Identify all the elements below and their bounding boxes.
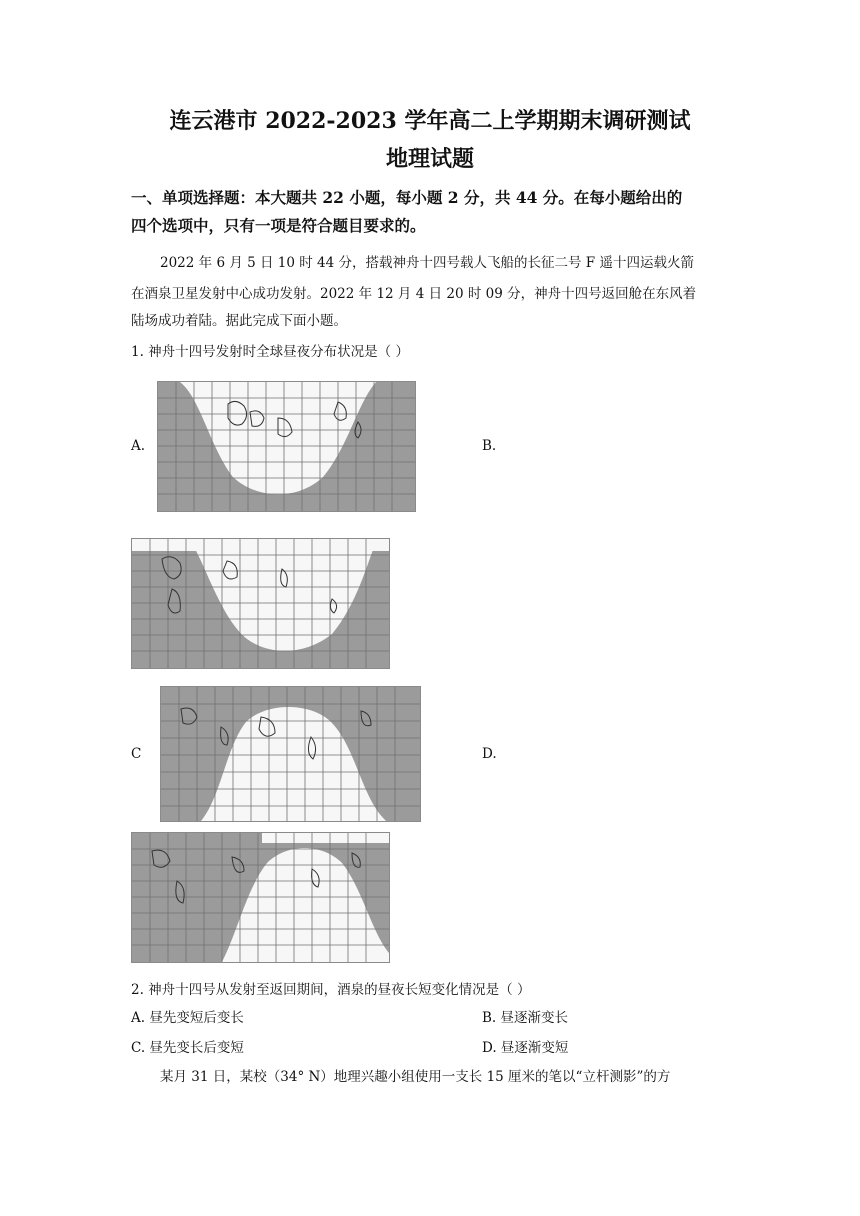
question-2-option-d: D. 昼逐渐变短 xyxy=(482,1040,569,1056)
question-1-stem: 1. 神舟十四号发射时全球昼夜分布状况是（ ） xyxy=(131,344,409,360)
section-heading-line2: 四个选项中，只有一项是符合题目要求的。 xyxy=(131,216,426,235)
map-option-c xyxy=(160,686,421,822)
option-d-label: D. xyxy=(482,746,497,762)
map-option-a xyxy=(157,381,416,512)
question-2-option-c: C. 昼先变长后变短 xyxy=(131,1040,244,1056)
section-heading-line1: 一、单项选择题：本大题共 22 小题，每小题 2 分，共 44 分。在每小题给出的 xyxy=(131,188,683,207)
passage-2-line1: 某月 31 日，某校（34° N）地理兴趣小组使用一支长 15 厘米的笔以“立杆测影”的方 xyxy=(160,1069,671,1085)
passage-line2: 在酒泉卫星发射中心成功发射。2022 年 12 月 4 日 20 时 09 分，神舟十四号返回舱在东风着 xyxy=(131,286,697,302)
map-option-b xyxy=(131,538,390,669)
passage-line1: 2022 年 6 月 5 日 10 时 44 分，搭载神舟十四号载人飞船的长征二号 F 遥十四运载火箭 xyxy=(160,255,694,271)
question-2-option-b: B. 昼逐渐变长 xyxy=(482,1010,569,1026)
option-c-label: C xyxy=(131,746,142,762)
option-a-label: A. xyxy=(131,438,146,454)
question-2-option-a: A. 昼先变短后变长 xyxy=(131,1010,244,1026)
map-option-d xyxy=(131,832,390,963)
question-2-stem: 2. 神舟十四号从发射至返回期间，酒泉的昼夜长短变化情况是（ ） xyxy=(131,982,531,998)
option-b-label: B. xyxy=(482,438,497,454)
document-subtitle: 地理试题 xyxy=(385,146,474,172)
passage-line3: 陆场成功着陆。据此完成下面小题。 xyxy=(131,313,347,329)
document-title: 连云港市 2022-2023 学年高二上学期期末调研测试 xyxy=(169,108,691,134)
